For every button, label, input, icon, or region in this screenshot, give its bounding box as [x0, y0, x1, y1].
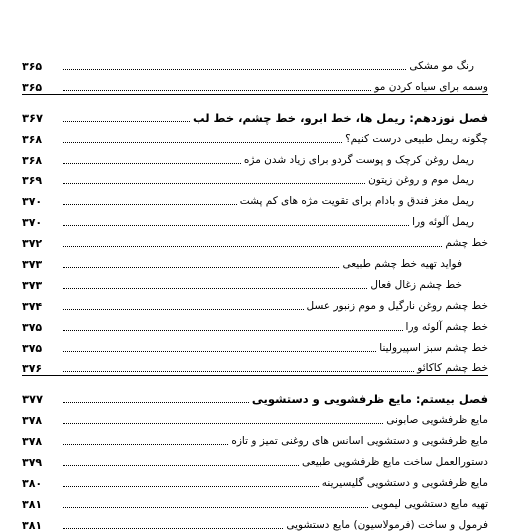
- toc-entry: [22, 125, 488, 146]
- dot-leader: [63, 121, 190, 122]
- toc-entry-title: ریمل مغز فندق و بادام برای تقویت مژه های کم پشت: [239, 195, 474, 208]
- dot-leader: [63, 246, 442, 247]
- toc-page-number: ۳۷۹: [22, 456, 43, 470]
- table-of-contents: [22, 52, 488, 532]
- toc-entry: [22, 52, 488, 73]
- toc-entry: [22, 406, 488, 427]
- toc-entry-title: رنگ مو مشکی: [409, 59, 474, 72]
- toc-page-number: ۳۸۰: [22, 477, 43, 491]
- dot-leader: [63, 204, 237, 205]
- toc-entry: [22, 313, 488, 334]
- dot-leader: [63, 402, 249, 403]
- toc-page-number: ۳۷۲: [22, 237, 43, 251]
- toc-entry-title: خط چشم زغال فعال: [370, 278, 462, 291]
- dot-leader: [63, 486, 319, 487]
- toc-entry-title: مایع ظرفشویی صابونی: [386, 414, 488, 427]
- toc-page-number: ۳۶۵: [22, 80, 43, 94]
- toc-entry-title: وسمه برای سیاه کردن مو: [374, 80, 488, 93]
- toc-page-number: ۳۷۵: [22, 341, 43, 355]
- dot-leader: [63, 267, 339, 268]
- dot-leader: [63, 330, 403, 331]
- toc-page-number: ۳۶۵: [22, 59, 43, 73]
- toc-page-number: ۳۷۸: [22, 435, 43, 449]
- dot-leader: [63, 371, 414, 372]
- toc-page-number: ۳۶۹: [22, 174, 43, 188]
- toc-entry-title: تهیه مایع دستشویی لیمویی: [371, 497, 488, 510]
- toc-entry-title: مایع ظرفشویی و دستشویی اسانس های روغنی تمیز و تازه: [231, 435, 488, 448]
- toc-entry: [22, 73, 488, 94]
- dot-leader: [63, 351, 376, 352]
- dot-leader: [63, 142, 342, 143]
- dot-leader: [63, 309, 304, 310]
- toc-entry: [22, 511, 488, 532]
- toc-entry-title: چگونه ریمل طبیعی درست کنیم؟: [345, 132, 488, 145]
- dot-leader: [63, 288, 367, 289]
- toc-entry: [22, 490, 488, 511]
- toc-chapter-heading: [22, 95, 488, 125]
- toc-entry-title: فصل بیستم: مایع ظرفشویی و دستشویی: [251, 392, 488, 407]
- toc-page-number: ۳۷۸: [22, 414, 43, 428]
- toc-entry-title: مایع ظرفشویی و دستشویی گلیسیرینه: [321, 477, 488, 490]
- toc-entry: [22, 229, 488, 250]
- dot-leader: [63, 69, 406, 70]
- toc-entry: [22, 146, 488, 167]
- toc-entry-title: فرمول و ساخت (فرمولاسیون) مایع دستشویی: [286, 518, 488, 531]
- toc-entry: [22, 292, 488, 313]
- toc-entry-title: خط چشم سبز اسپیرولینا: [379, 341, 488, 354]
- toc-page-number: ۳۷۳: [22, 278, 43, 292]
- dot-leader: [63, 423, 383, 424]
- toc-page-number: ۳۷۰: [22, 216, 43, 230]
- toc-entry-title: خط چشم آلوئه ورا: [405, 320, 488, 333]
- toc-entry: [22, 250, 488, 271]
- toc-page-number: ۳۷۶: [22, 362, 43, 376]
- toc-entry-title: دستورالعمل ساخت مایع ظرفشویی طبیعی: [302, 456, 488, 469]
- toc-entry: [22, 334, 488, 355]
- dot-leader: [63, 163, 241, 164]
- toc-entry-title: خط چشم روغن نارگیل و موم زنبور عسل: [306, 299, 488, 312]
- toc-entry-title: ریمل روغن کرچک و پوست گردو برای زیاد شدن مژه: [243, 153, 474, 166]
- toc-entry: [22, 427, 488, 448]
- dot-leader: [63, 183, 365, 184]
- dot-leader: [63, 465, 299, 466]
- toc-entry-title: خط چشم: [445, 237, 488, 250]
- toc-entry: [22, 469, 488, 490]
- dot-leader: [63, 528, 283, 529]
- toc-entry-title: ریمل آلوئه ورا: [412, 216, 474, 229]
- toc-page-number: ۳۷۷: [22, 392, 44, 407]
- toc-page-number: ۳۷۴: [22, 299, 43, 313]
- toc-page-number: ۳۷۳: [22, 258, 43, 272]
- toc-entry-title: فواید تهیه خط چشم طبیعی: [342, 258, 462, 271]
- dot-leader: [63, 444, 228, 445]
- toc-entry-title: خط چشم کاکائو: [417, 362, 488, 375]
- dot-leader: [63, 507, 368, 508]
- toc-entry: [22, 355, 488, 376]
- toc-entry: [22, 208, 488, 229]
- toc-page-number: ۳۶۸: [22, 132, 43, 146]
- toc-chapter-heading: [22, 376, 488, 406]
- toc-entry: [22, 448, 488, 469]
- toc-entry-title: فصل نوزدهم: ریمل ها، خط ابرو، خط چشم، خط لب: [193, 110, 488, 125]
- toc-page-number: ۳۸۱: [22, 518, 43, 532]
- toc-page-number: ۳۸۱: [22, 497, 43, 511]
- toc-page-number: ۳۷۰: [22, 195, 43, 209]
- toc-entry: [22, 167, 488, 188]
- toc-entry: [22, 187, 488, 208]
- toc-page-number: ۳۷۵: [22, 320, 43, 334]
- toc-entry-title: ریمل موم و روغن زیتون: [368, 174, 474, 187]
- toc-page-number: ۳۶۸: [22, 153, 43, 167]
- dot-leader: [63, 225, 409, 226]
- toc-entry: [22, 271, 488, 292]
- toc-page-number: ۳۶۷: [22, 110, 44, 125]
- dot-leader: [63, 90, 371, 91]
